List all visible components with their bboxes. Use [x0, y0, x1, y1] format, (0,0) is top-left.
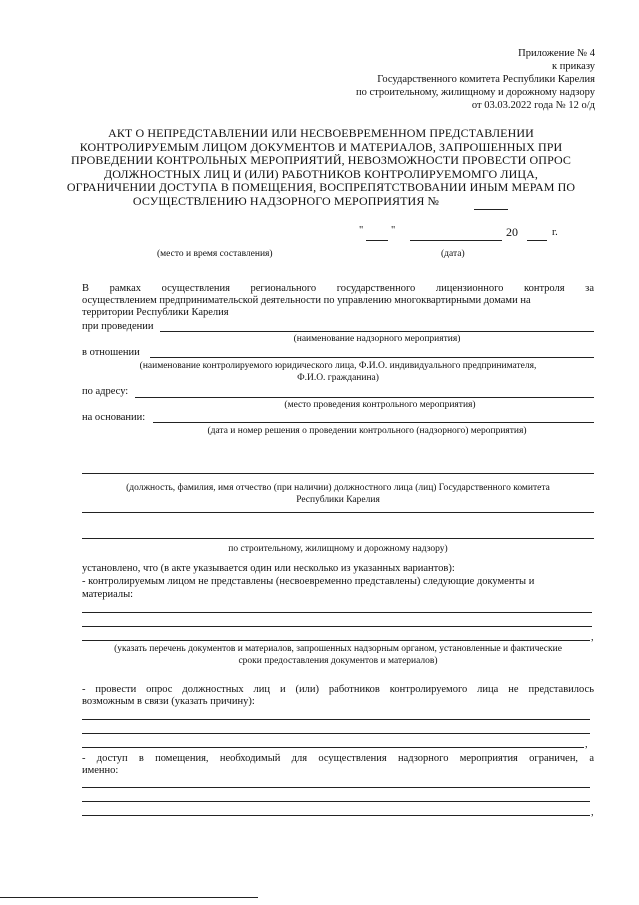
survey-field-2[interactable] — [82, 733, 590, 734]
basis-label: на основании: — [82, 412, 146, 423]
docs-field-2[interactable] — [82, 626, 592, 627]
year-prefix: 20 — [506, 225, 518, 239]
official-field[interactable] — [82, 473, 594, 474]
regarding-label: в отношении — [82, 347, 140, 358]
official-field-2[interactable] — [82, 512, 594, 513]
date-quote-open: " — [359, 225, 364, 236]
official-caption-2: Республики Карелия — [296, 495, 380, 505]
regarding-caption-1: (наименование контролируемого юридического лица, Ф.И.О. индивидуального предпринимателя, — [139, 361, 537, 371]
access-line-2: именно: — [82, 765, 119, 776]
intro-line-1: В рамках осуществления регионального государственного лицензионного контроля за — [82, 283, 594, 294]
title-line: ДОЛЖНОСТНЫХ ЛИЦ И (ИЛИ) РАБОТНИКОВ КОНТРОЛИРУЕМОМГО ЛИЦА, — [103, 166, 539, 181]
appendix-order-ref: к приказу — [552, 61, 595, 72]
survey-line-2: возможным в связи (указать причину): — [82, 696, 255, 707]
official-field-3[interactable] — [82, 538, 594, 539]
established-text: установлено, что (в акте указывается один или несколько из указанных вариантов): — [82, 563, 455, 574]
survey-line-1: - провести опрос должностных лиц и (или) работников контролируемого лица не представилось — [82, 684, 594, 695]
title-line: ОГРАНИЧЕНИИ ДОСТУПА В ПОМЕЩЕНИЯ, ВОСПРЕПЯТСТВОВАНИИ ИНЫМ МЕРАМ ПО — [66, 180, 576, 195]
access-field-2[interactable] — [82, 801, 590, 802]
act-number-field[interactable] — [474, 209, 508, 210]
date-quote-close: " — [391, 225, 396, 236]
title-line: ОСУЩЕСТВЛЕНИЮ НАДЗОРНОГО МЕРОПРИЯТИЯ № — [132, 193, 440, 208]
document-title — [60, 127, 582, 209]
appendix-order-date: от 03.03.2022 года № 12 о/д — [471, 100, 595, 111]
intro-line-3: территории Республики Карелия — [82, 307, 229, 318]
appendix-committee: Государственного комитета Республики Карелия — [377, 74, 595, 85]
title-line: КОНТРОЛИРУЕМЫМ ЛИЦОМ ДОКУМЕНТОВ И МАТЕРИАЛОВ, ЗАПРОШЕННЫХ ПРИ — [79, 139, 563, 154]
conducting-field[interactable] — [160, 331, 594, 332]
year-field[interactable] — [527, 240, 547, 241]
conducting-label: при проведении — [82, 321, 154, 332]
access-field-3[interactable] — [82, 815, 590, 816]
docs-field-1[interactable] — [82, 612, 592, 613]
appendix-header — [356, 47, 595, 112]
day-field[interactable] — [366, 240, 388, 241]
access-line-1: - доступ в помещения, необходимый для осуществления надзорного мероприятия ограничен, а — [82, 753, 594, 764]
regarding-field[interactable] — [150, 357, 594, 358]
regarding-caption-2: Ф.И.О. гражданина) — [297, 373, 379, 383]
docs-line-1: - контролируемым лицом не представлены (несвоевременно представлены) следующие документы и — [82, 576, 535, 587]
survey-comma: , — [585, 739, 588, 750]
docs-field-3[interactable] — [82, 640, 590, 641]
footnote-separator — [0, 897, 258, 898]
basis-caption: (дата и номер решения о проведении контрольного (надзорного) мероприятия) — [207, 426, 527, 436]
year-suffix: г. — [552, 227, 558, 238]
docs-caption-2: сроки предоставления документов и материалов) — [238, 656, 438, 666]
place-time-caption: (место и время составления) — [157, 249, 273, 259]
address-label: по адресу: — [82, 386, 129, 397]
intro-line-2: осуществлением предпринимательской деятельности по управлению многоквартирными домами на — [82, 295, 531, 306]
access-comma: , — [591, 807, 594, 818]
month-field[interactable] — [410, 240, 502, 241]
date-caption: (дата) — [441, 249, 465, 259]
docs-comma: , — [591, 632, 594, 643]
docs-line-2: материалы: — [82, 589, 134, 600]
address-caption: (место проведения контрольного мероприятия) — [284, 400, 476, 410]
appendix-number: Приложение № 4 — [518, 48, 595, 59]
survey-field-3[interactable] — [82, 747, 584, 748]
survey-field-1[interactable] — [82, 719, 590, 720]
title-line: ПРОВЕДЕНИИ КОНТРОЛЬНЫХ МЕРОПРИЯТИЙ, НЕВОЗМОЖНОСТИ ПРОВЕСТИ ОПРОС — [70, 153, 572, 168]
address-field[interactable] — [135, 397, 594, 398]
docs-caption-1: (указать перечень документов и материалов, запрошенных надзорным органом, установленные и фактические — [114, 644, 562, 654]
appendix-committee-scope: по строительному, жилищному и дорожному надзору — [355, 87, 595, 98]
basis-field[interactable] — [153, 422, 594, 423]
official-caption-1: (должность, фамилия, имя отчество (при наличии) должностного лица (лиц) Государственного комитета — [126, 483, 550, 493]
official-caption-3: по строительному, жилищному и дорожному надзору) — [228, 544, 448, 554]
access-field-1[interactable] — [82, 787, 590, 788]
title-line: АКТ О НЕПРЕДСТАВЛЕНИИ ИЛИ НЕСВОЕВРЕМЕННОМ ПРЕДСТАВЛЕНИИ — [108, 126, 534, 140]
conducting-caption: (наименование надзорного мероприятия) — [293, 334, 461, 344]
